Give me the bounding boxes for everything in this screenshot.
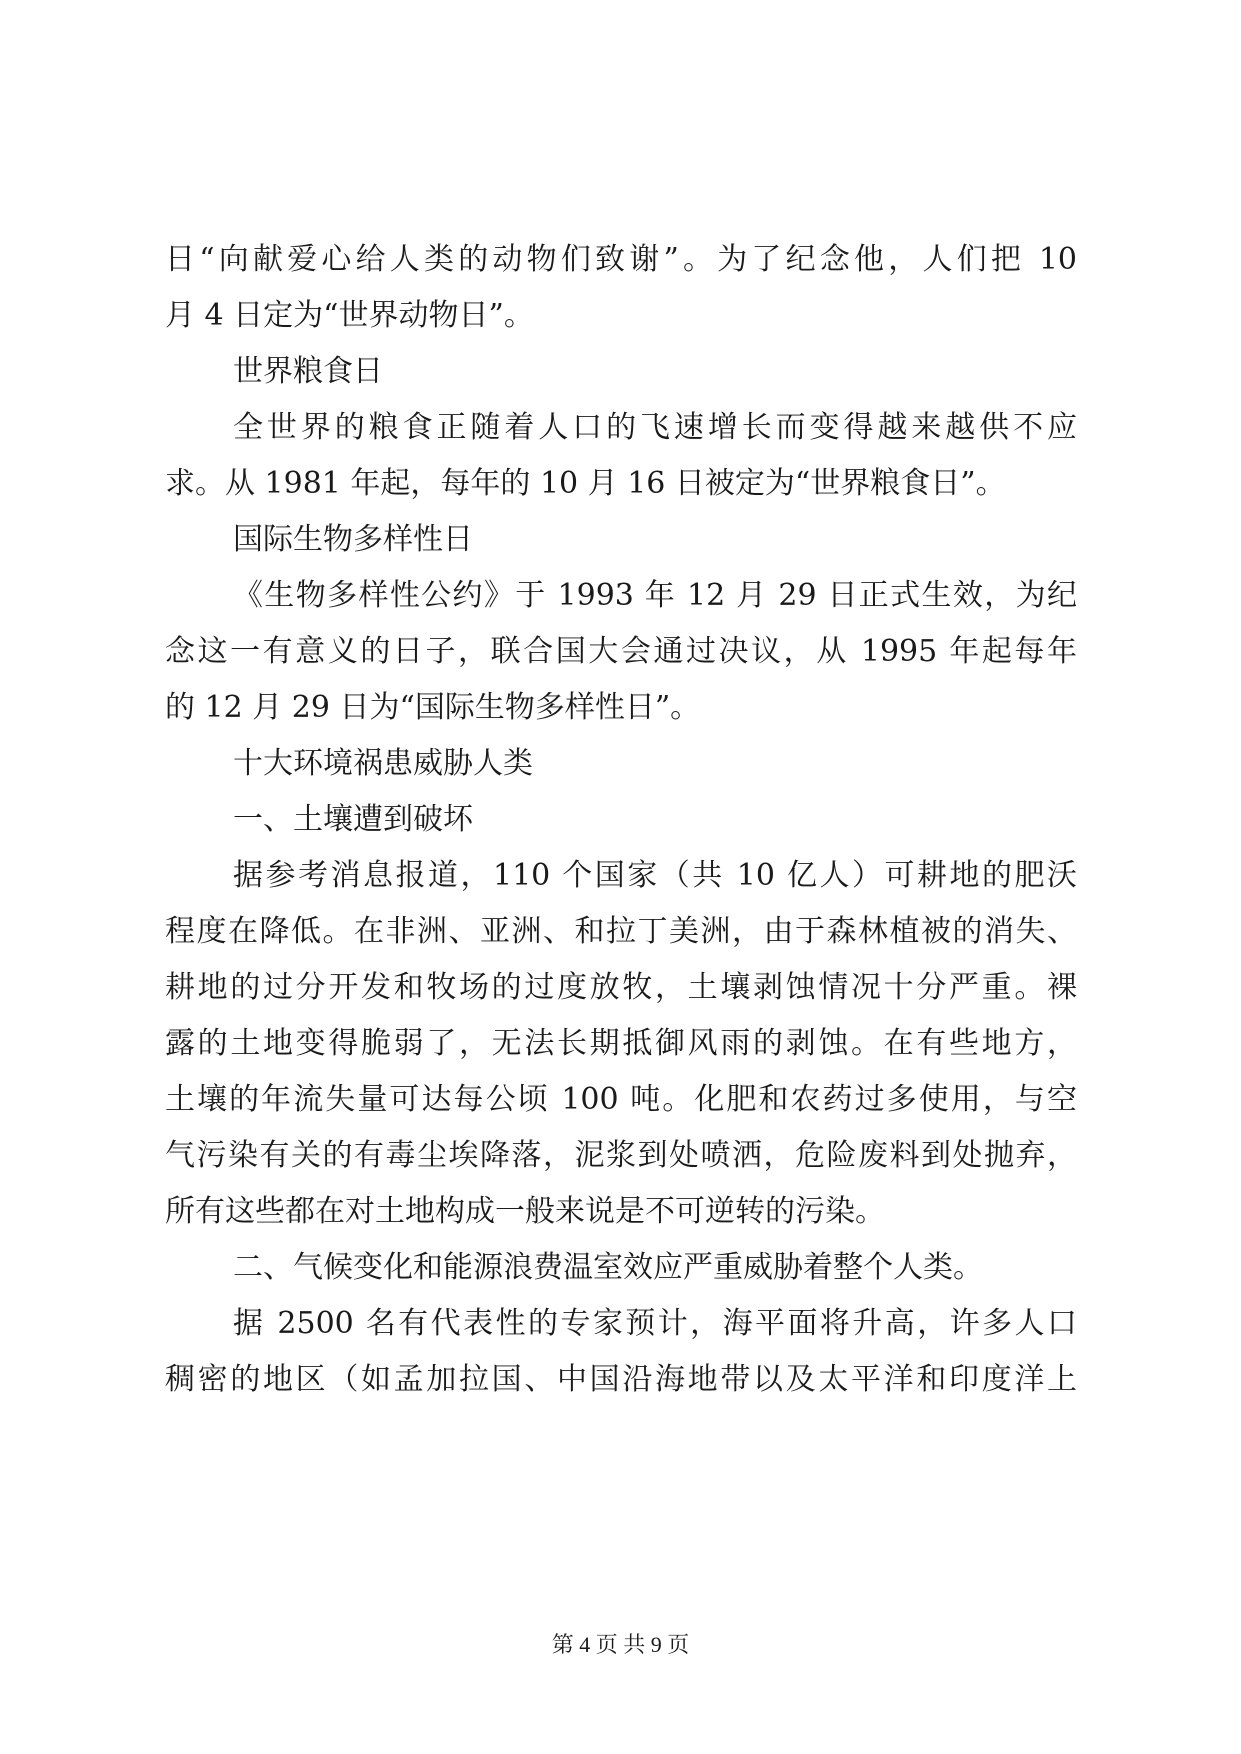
page-footer: 第 4 页 共 9 页 xyxy=(551,1632,690,1657)
text-line: 十大环境祸患威胁人类 xyxy=(233,746,533,781)
text-line: 稠密的地区（如孟加拉国、中国沿海地带以及太平洋和印度洋上 xyxy=(165,1362,1077,1397)
text-line: 所有这些都在对土地构成一般来说是不可逆转的污染。 xyxy=(165,1194,885,1229)
text-line: 求。从 1981 年起，每年的 10 月 16 日被定为“世界粮食日”。 xyxy=(165,466,1006,501)
text-line: 全世界的粮食正随着人口的飞速增长而变得越来越供不应 xyxy=(233,410,1077,445)
text-line: 据 2500 名有代表性的专家预计，海平面将升高，许多人口 xyxy=(233,1306,1077,1341)
text-line: 耕地的过分开发和牧场的过度放牧，土壤剥蚀情况十分严重。裸 xyxy=(165,970,1077,1005)
document-body xyxy=(165,232,1077,1408)
text-line: 露的土地变得脆弱了，无法长期抵御风雨的剥蚀。在有些地方， xyxy=(165,1026,1077,1061)
text-line: 一、土壤遭到破坏 xyxy=(233,802,473,837)
text-line: 日“向献爱心给人类的动物们致谢”。为了纪念他，人们把 10 xyxy=(165,242,1077,277)
text-line: 气污染有关的有毒尘埃降落，泥浆到处喷洒，危险废料到处抛弃， xyxy=(165,1138,1077,1173)
text-line: 念这一有意义的日子，联合国大会通过决议，从 1995 年起每年 xyxy=(165,634,1077,669)
text-line: 二、气候变化和能源浪费温室效应严重威胁着整个人类。 xyxy=(233,1250,983,1285)
text-line: 据参考消息报道，110 个国家（共 10 亿人）可耕地的肥沃 xyxy=(233,858,1077,893)
text-line: 月 4 日定为“世界动物日”。 xyxy=(165,298,534,333)
text-line: 《生物多样性公约》于 1993 年 12 月 29 日正式生效，为纪 xyxy=(233,578,1077,613)
text-line: 的 12 月 29 日为“国际生物多样性日”。 xyxy=(165,690,701,725)
text-line: 国际生物多样性日 xyxy=(233,522,473,557)
text-line: 程度在降低。在非洲、亚洲、和拉丁美洲，由于森林植被的消失、 xyxy=(165,914,1077,949)
text-line: 世界粮食日 xyxy=(233,354,383,389)
text-line: 土壤的年流失量可达每公顷 100 吨。化肥和农药过多使用，与空 xyxy=(165,1082,1077,1117)
